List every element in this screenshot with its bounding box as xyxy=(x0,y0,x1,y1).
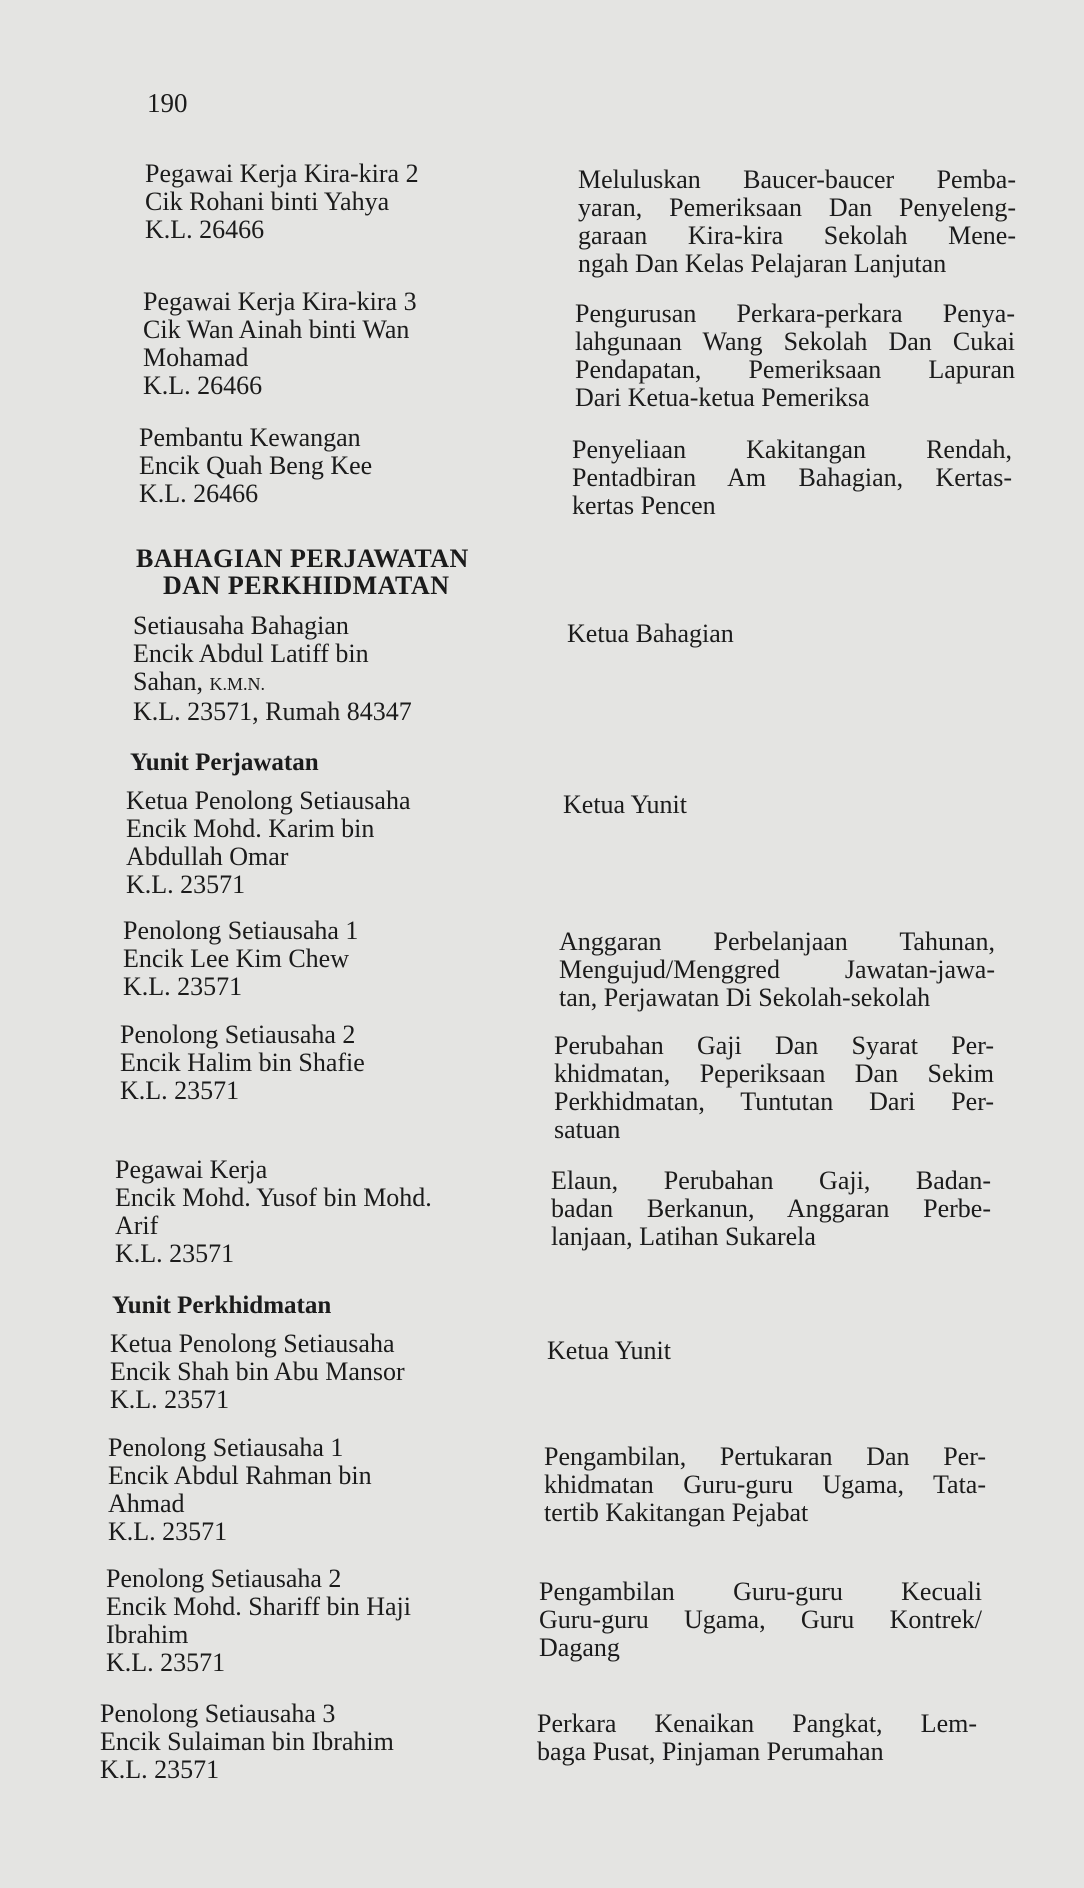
entry-line: K.L. 26466 xyxy=(145,215,265,244)
entry-line: Encik Quah Beng Kee xyxy=(139,451,373,480)
entry-line: Encik Mohd. Karim bin xyxy=(126,814,375,843)
entry-line: Penolong Setiausaha 2 xyxy=(106,1564,342,1593)
entry-line: Encik Abdul Latiff bin xyxy=(133,639,369,668)
entry-line: Ahmad xyxy=(108,1489,185,1518)
duty-line: lanjaan, Latihan Sukarela xyxy=(551,1222,816,1251)
entry-duties xyxy=(539,1578,982,1662)
duty-line: Meluluskan Baucer-baucer Pemba- xyxy=(578,165,1016,194)
entry-line: K.L. 23571, Rumah 84347 xyxy=(133,697,412,726)
entry-left xyxy=(106,1565,486,1677)
duty-line: Perkhidmatan, Tuntutan Dari Per- xyxy=(554,1087,994,1116)
duty-line: Pengambilan Guru-guru Kecuali xyxy=(539,1577,982,1606)
entry-duties xyxy=(559,928,995,1012)
entry-line: Pegawai Kerja Kira-kira 2 xyxy=(145,159,419,188)
entry-duties xyxy=(544,1443,986,1527)
entry-duties xyxy=(563,791,687,819)
duty-line: tertib Kakitangan Pejabat xyxy=(544,1498,809,1527)
duty-line: Anggaran Perbelanjaan Tahunan, xyxy=(559,927,995,956)
duty-line: Ketua Yunit xyxy=(547,1336,671,1365)
duty-line: Perubahan Gaji Dan Syarat Per- xyxy=(554,1031,994,1060)
entry-left xyxy=(120,1021,460,1105)
duty-line: tan, Perjawatan Di Sekolah-sekolah xyxy=(559,983,931,1012)
duty-line: Mengujud/Menggred Jawatan-jawa- xyxy=(559,955,995,984)
entry-line: Abdullah Omar xyxy=(126,842,289,871)
entry-left xyxy=(126,787,466,899)
entry-line xyxy=(133,668,473,698)
entry-line: K.L. 26466 xyxy=(139,479,259,508)
entry-line: Penolong Setiausaha 1 xyxy=(123,916,359,945)
entry-line: K.L. 23571 xyxy=(126,870,246,899)
entry-line: Encik Abdul Rahman bin xyxy=(108,1461,372,1490)
unit-title: Yunit Perjawatan xyxy=(130,749,319,776)
entry-line: Encik Lee Kim Chew xyxy=(123,944,349,973)
entry-line: Penolong Setiausaha 2 xyxy=(120,1020,356,1049)
entry-left xyxy=(143,288,473,400)
entry-line: Cik Rohani binti Yahya xyxy=(145,187,390,216)
entry-line: K.L. 23571 xyxy=(108,1517,228,1546)
duty-line: Perkara Kenaikan Pangkat, Lem- xyxy=(537,1709,977,1738)
entry-left xyxy=(139,424,469,508)
entry-duties xyxy=(554,1032,994,1144)
entry-line: Encik Halim bin Shafie xyxy=(120,1048,365,1077)
section-title: DAN PERKHIDMATAN xyxy=(163,571,450,600)
duty-line: baga Pusat, Pinjaman Perumahan xyxy=(537,1737,884,1766)
duty-line: Pentadbiran Am Bahagian, Kertas- xyxy=(572,463,1012,492)
entry-line: Encik Sulaiman bin Ibrahim xyxy=(100,1727,394,1756)
entry-line: Ketua Penolong Setiausaha xyxy=(110,1329,395,1358)
entry-line: K.L. 23571 xyxy=(115,1239,235,1268)
duty-line: khidmatan, Peperiksaan Dan Sekim xyxy=(554,1059,994,1088)
duty-line: Ketua Yunit xyxy=(563,790,687,819)
entry-left xyxy=(115,1156,495,1268)
entry-duties xyxy=(578,166,1016,278)
entry-line: Cik Wan Ainah binti Wan xyxy=(143,315,410,344)
duty-line: ngah Dan Kelas Pelajaran Lanjutan xyxy=(578,249,947,278)
duty-line: Pengambilan, Pertukaran Dan Per- xyxy=(544,1442,986,1471)
entry-duties xyxy=(567,620,734,648)
entry-duties xyxy=(537,1710,977,1766)
duty-line: satuan xyxy=(554,1115,621,1144)
duty-line: Pengurusan Perkara-perkara Penya- xyxy=(575,299,1015,328)
duty-line: lahgunaan Wang Sekolah Dan Cukai xyxy=(575,327,1015,356)
entry-line: Ibrahim xyxy=(106,1620,189,1649)
entry-line: K.L. 23571 xyxy=(110,1385,230,1414)
entry-left xyxy=(100,1700,480,1784)
entry-line: Arif xyxy=(115,1211,159,1240)
duty-line: yaran, Pemeriksaan Dan Penyeleng- xyxy=(578,193,1016,222)
entry-line: Ketua Penolong Setiausaha xyxy=(126,786,411,815)
entry-line: Pegawai Kerja xyxy=(115,1155,268,1184)
entry-left xyxy=(110,1330,490,1414)
entry-line: Setiausaha Bahagian xyxy=(133,611,349,640)
entry-duties xyxy=(547,1337,671,1365)
entry-duties xyxy=(572,436,1012,520)
entry-duties xyxy=(551,1167,991,1251)
duty-line: khidmatan Guru-guru Ugama, Tata- xyxy=(544,1470,986,1499)
entry-left xyxy=(123,917,463,1001)
page-number: 190 xyxy=(147,88,188,118)
entry-line: K.L. 26466 xyxy=(143,371,263,400)
duty-line: kertas Pencen xyxy=(572,491,716,520)
entry-line: K.L. 23571 xyxy=(123,972,243,1001)
entry-line: Pembantu Kewangan xyxy=(139,423,361,452)
entry-line: Penolong Setiausaha 1 xyxy=(108,1433,344,1462)
entry-line: K.L. 23571 xyxy=(106,1648,226,1677)
section-head-entry xyxy=(133,612,473,726)
entry-line: Mohamad xyxy=(143,343,249,372)
name-part: Sahan, xyxy=(133,667,210,696)
section-title: BAHAGIAN PERJAWATAN xyxy=(136,544,469,573)
honorific: K.M.N. xyxy=(209,674,266,694)
duty-line: Guru-guru Ugama, Guru Kontrek/ xyxy=(539,1605,982,1634)
entry-duties xyxy=(575,300,1015,412)
duty-line: Pendapatan, Pemeriksaan Lapuran xyxy=(575,355,1015,384)
entry-left xyxy=(145,160,475,244)
duty-line: Dari Ketua-ketua Pemeriksa xyxy=(575,383,870,412)
duty-line: Penyeliaan Kakitangan Rendah, xyxy=(572,435,1012,464)
duty-line: Ketua Bahagian xyxy=(567,619,734,648)
unit-title: Yunit Perkhidmatan xyxy=(112,1292,332,1319)
entry-line: Encik Mohd. Shariff bin Haji xyxy=(106,1592,411,1621)
duty-line: badan Berkanun, Anggaran Perbe- xyxy=(551,1194,991,1223)
entry-line: Penolong Setiausaha 3 xyxy=(100,1699,336,1728)
duty-line: Elaun, Perubahan Gaji, Badan- xyxy=(551,1166,991,1195)
entry-left xyxy=(108,1434,448,1546)
entry-line: Pegawai Kerja Kira-kira 3 xyxy=(143,287,417,316)
entry-line: Encik Shah bin Abu Mansor xyxy=(110,1357,405,1386)
duty-line: Dagang xyxy=(539,1633,620,1662)
entry-line: K.L. 23571 xyxy=(120,1076,240,1105)
entry-line: K.L. 23571 xyxy=(100,1755,220,1784)
entry-line: Encik Mohd. Yusof bin Mohd. xyxy=(115,1183,432,1212)
duty-line: garaan Kira-kira Sekolah Mene- xyxy=(578,221,1016,250)
